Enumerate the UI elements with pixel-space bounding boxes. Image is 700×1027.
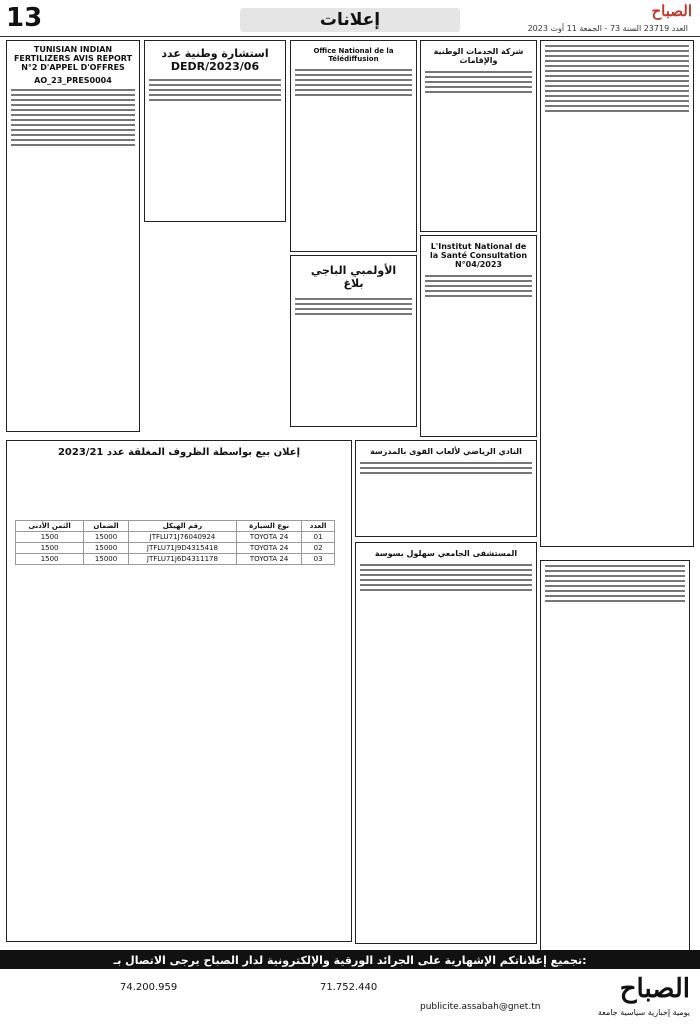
hospital-ad: [355, 542, 537, 944]
tifert-title: TUNISIAN INDIAN FERTILIZERS AVIS REPORT N°2 D'APPEL D'OFFRES: [13, 45, 133, 72]
footer-tagline: يومية إخبارية سياسية جامعة: [597, 1008, 690, 1017]
issue-line: العدد 23719 السنة 73 - الجمعة 11 أوت 2023: [527, 24, 688, 33]
footer-brand: الصباح: [619, 974, 690, 1004]
ins-ad: [420, 235, 537, 437]
cell: 01: [302, 532, 335, 543]
ins-title: L'Institut National de la Santé Consultation N°04/2023: [429, 242, 528, 269]
cell: 15000: [84, 532, 129, 543]
footer-email: publicite.assabah@gnet.tn: [420, 1002, 541, 1012]
sport-ad: [355, 440, 537, 537]
th-chassis: رقم الهيكل: [128, 521, 236, 532]
cell: JTFLU71J9D4315418: [128, 543, 236, 554]
cell: 1500: [16, 532, 84, 543]
tifert-code: AO_23_PRES0004: [34, 76, 112, 85]
footer-phone-sfax: 74.200.959: [120, 982, 178, 993]
cell: 1500: [16, 554, 84, 565]
ontv-title: Office National de la Télédiffusion: [313, 47, 394, 63]
right-column-ad: [540, 40, 694, 547]
snb-ad: [420, 40, 537, 232]
cell: TOYOTA 24: [237, 554, 302, 565]
page-header: [0, 0, 700, 37]
footer-phone-tunis: 71.752.440: [320, 982, 378, 993]
auction-table: [15, 520, 335, 565]
auction-table-header: [16, 521, 335, 532]
cell: TOYOTA 24: [237, 532, 302, 543]
hospital-title: المستشفى الجامعي سهلول بسوسة: [374, 549, 518, 558]
tt-title: استشارة وطنية عدد DEDR/2023/06: [161, 47, 269, 73]
table-row: [16, 554, 335, 565]
snb-title: شركة الخدمات الوطنية والإقامات: [433, 47, 524, 65]
cell: 02: [302, 543, 335, 554]
wolves-title: الأولمبي الباجي بلاغ: [310, 264, 397, 290]
auction-ad: [6, 440, 352, 942]
cell: 1500: [16, 543, 84, 554]
table-row: [16, 543, 335, 554]
footer: [0, 950, 700, 1027]
th-guarantee: الضمان: [84, 521, 129, 532]
section-title: إعلانات: [240, 8, 460, 32]
cell: JTFLU71J76040924: [128, 532, 236, 543]
cell: TOYOTA 24: [237, 543, 302, 554]
footer-banner: تجميع إعلاناتكم الإشهارية على الجرائد الورقية والإلكترونية لدار الصباح يرجى الاتصال بـ:: [0, 952, 700, 969]
tt-ad: [144, 40, 286, 222]
wolves-ad: [290, 255, 417, 427]
table-row: [16, 532, 335, 543]
ontv-ad: [290, 40, 417, 252]
cell: 15000: [84, 554, 129, 565]
cell: JTFLU71J6D4311178: [128, 554, 236, 565]
tifert-ad: [6, 40, 140, 432]
sport-title: النادي الرياضي لألعاب القوى بالمدرسة: [370, 447, 522, 456]
auction-title: إعلان بيع بواسطة الظروف المغلقة عدد 2023/21: [57, 447, 301, 458]
page-number: 13: [6, 3, 43, 33]
right-bottom-ad: [540, 560, 690, 957]
brand-logo: الصباح: [651, 2, 692, 20]
th-min-price: الثمن الأدنى: [16, 521, 84, 532]
th-car-type: نوع السيارة: [237, 521, 302, 532]
cell: 03: [302, 554, 335, 565]
th-number: العدد: [302, 521, 335, 532]
cell: 15000: [84, 543, 129, 554]
